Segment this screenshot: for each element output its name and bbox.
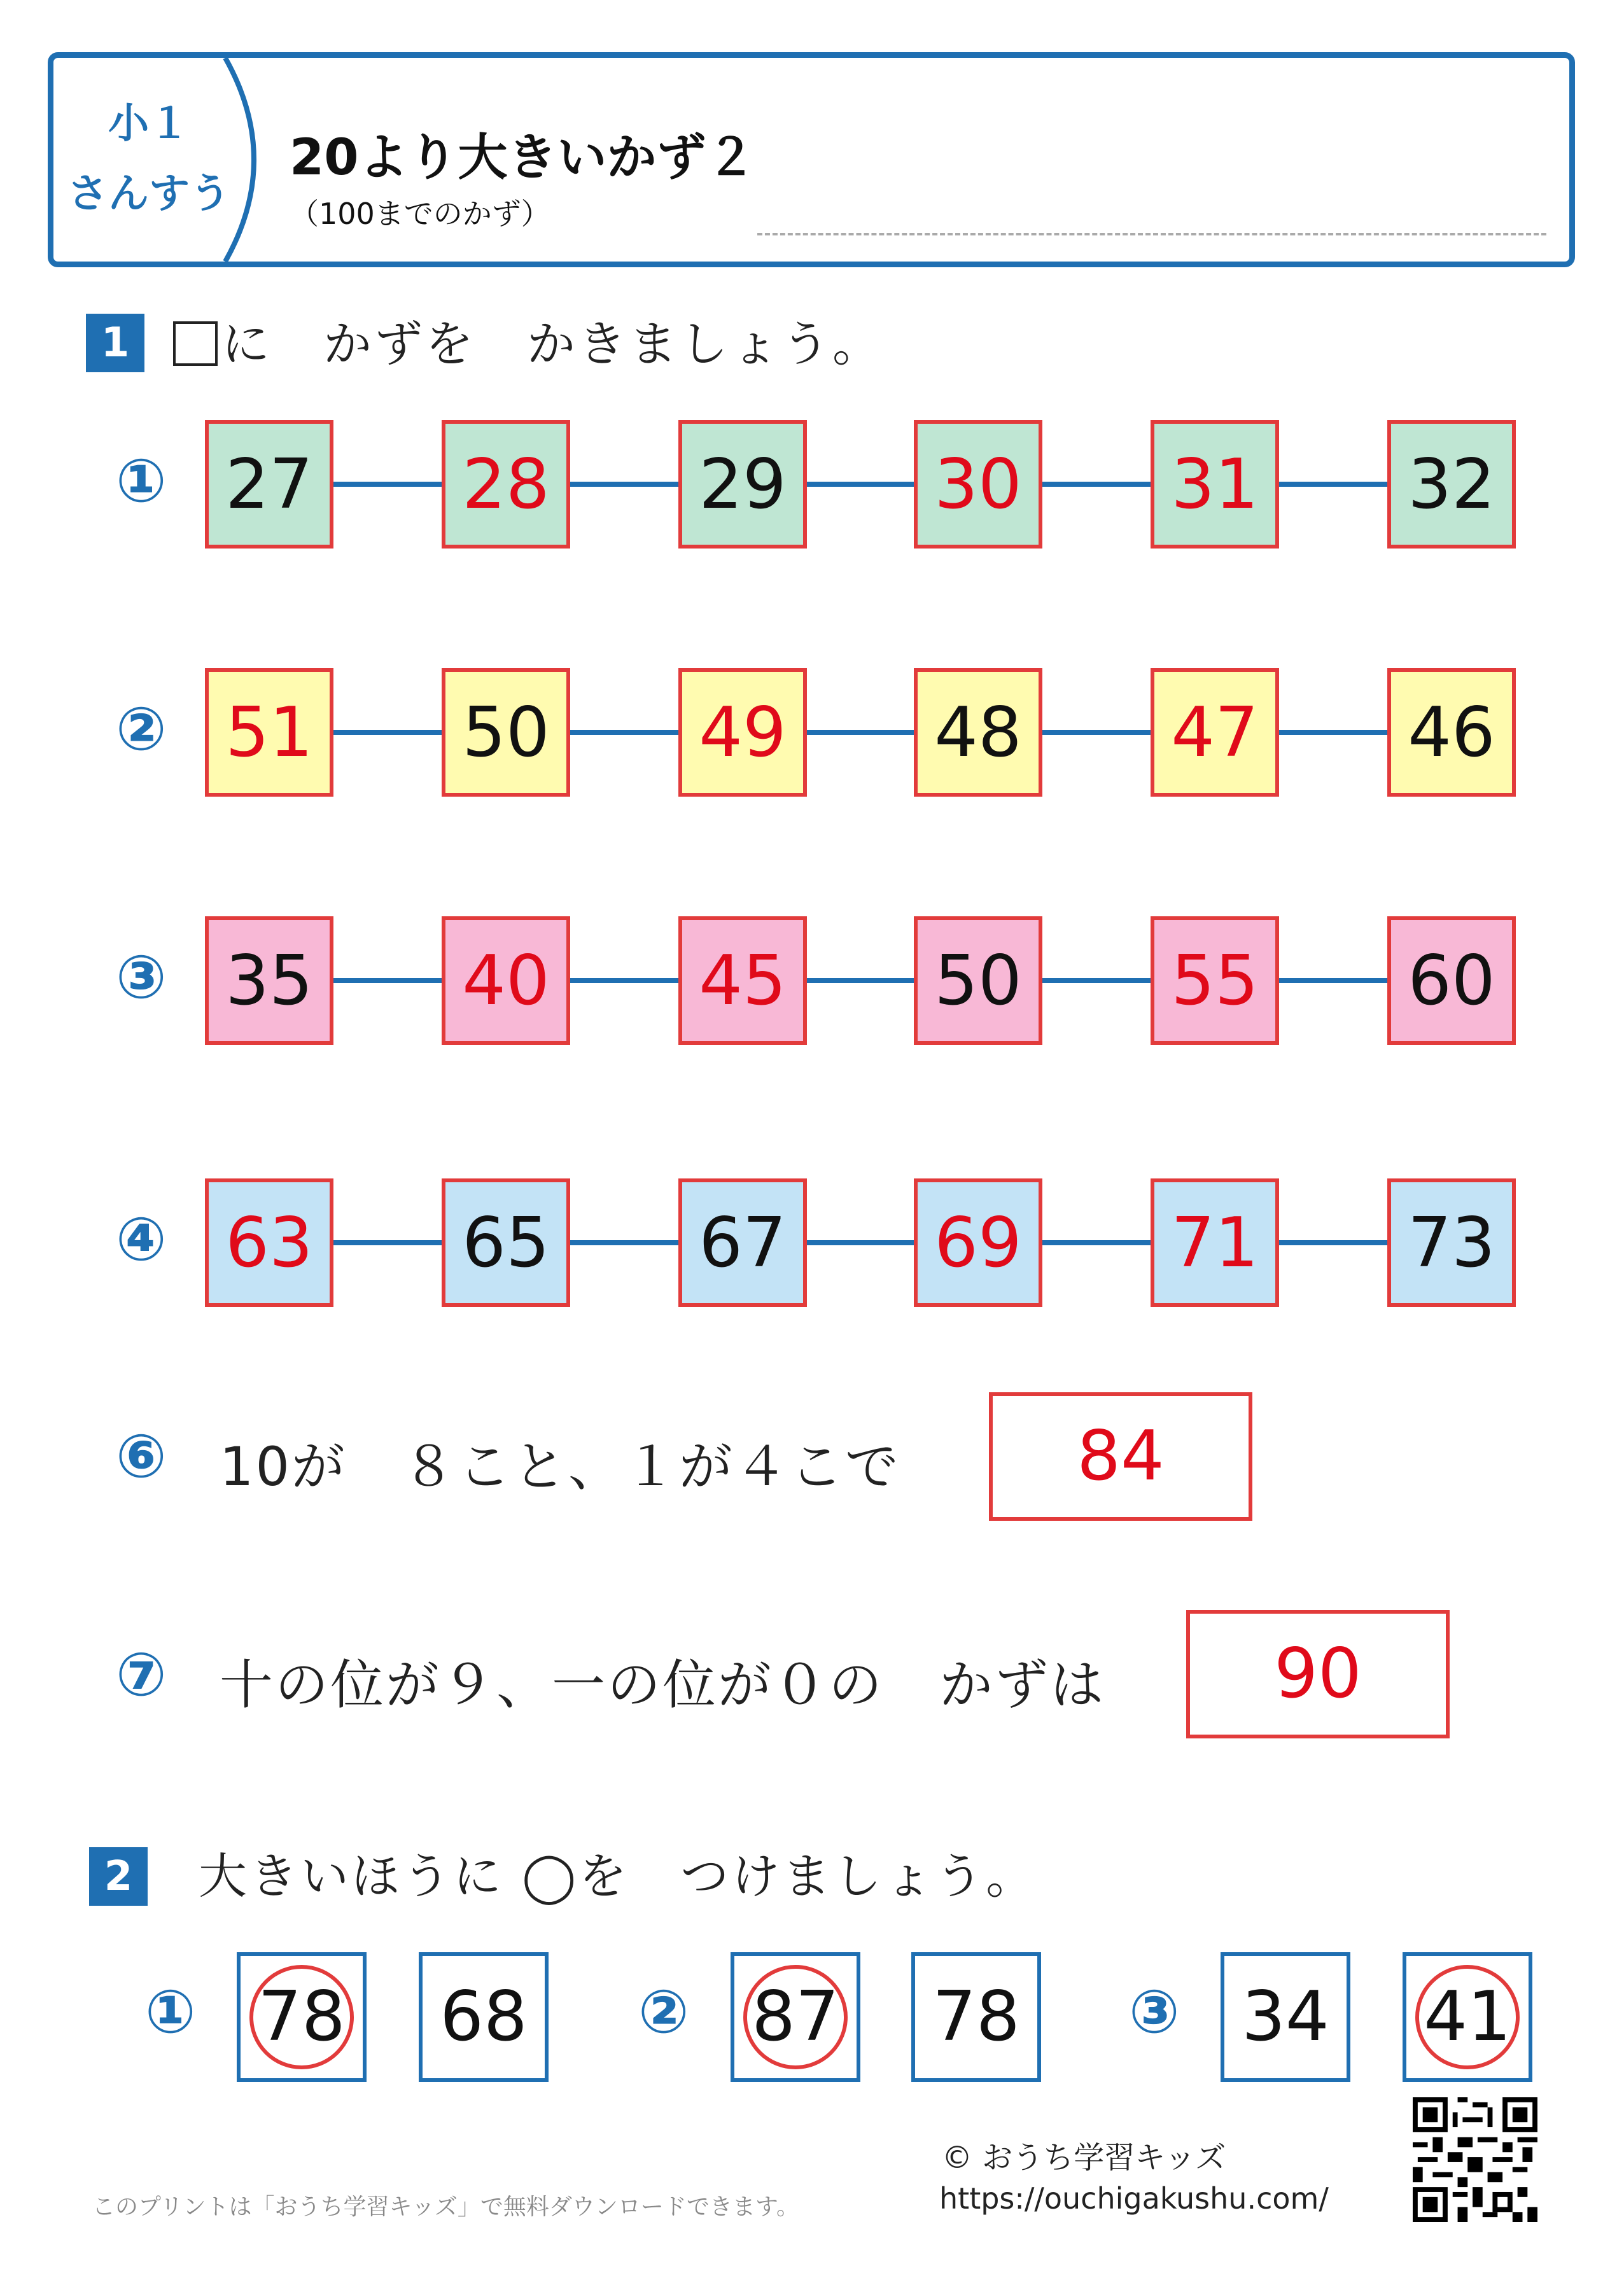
worksheet-title: 20より大きいかず２ — [290, 129, 756, 186]
row-3-connector — [205, 978, 1516, 983]
row-1-cell-1: 27 — [205, 420, 333, 549]
row-4-connector — [205, 1240, 1516, 1245]
worksheet-subtitle: （100までのかず） — [290, 197, 550, 231]
row-4-cell-2: 65 — [442, 1178, 570, 1307]
row-1-cell-2[interactable]: 28 — [442, 420, 570, 549]
pair-3-right-box[interactable]: 41 — [1403, 1952, 1532, 2082]
pair-2-left-box[interactable]: 87 — [731, 1952, 860, 2082]
row-1-label: ① — [116, 447, 167, 516]
question-6-label: ⑥ — [116, 1422, 167, 1492]
section-1-instruction — [173, 305, 883, 375]
row-4-cell-1[interactable]: 63 — [205, 1178, 333, 1307]
section-2-number: 2 — [89, 1847, 148, 1906]
pair-3-left-box[interactable]: 34 — [1221, 1952, 1350, 2082]
row-2-cell-4: 48 — [914, 668, 1042, 797]
question-7-answer: 90 — [1274, 1634, 1362, 1714]
row-1-connector — [205, 482, 1516, 487]
row-3-cell-1: 35 — [205, 916, 333, 1045]
question-6-answer-box — [989, 1392, 1252, 1521]
question-7-answer-box — [1186, 1610, 1450, 1738]
question-6-text: 10が ８こと、１が４こで — [220, 1436, 900, 1498]
row-2-cell-6: 46 — [1387, 668, 1516, 797]
row-1-cell-3: 29 — [678, 420, 807, 549]
pair-3-circle-mark — [1415, 1965, 1520, 2069]
grade-line-1: 小１ — [108, 101, 190, 148]
row-4-cell-5[interactable]: 71 — [1151, 1178, 1279, 1307]
row-4-label: ④ — [116, 1205, 167, 1275]
section-2-instruction: 大きいほうに ◯を つけましょう。 — [199, 1848, 1037, 1904]
section-1-number: 1 — [86, 314, 144, 372]
qr-code-icon[interactable] — [1413, 2097, 1537, 2222]
site-url[interactable]: https://ouchigakushu.com/ — [939, 2181, 1329, 2216]
question-7-text: 十の位が９、一の位が０の かずは — [220, 1654, 1106, 1716]
pair-2-circle-mark — [743, 1965, 848, 2069]
row-3-cell-6: 60 — [1387, 916, 1516, 1045]
pair-1-right-box[interactable]: 68 — [419, 1952, 549, 2082]
grade-label — [53, 89, 244, 229]
download-note: このプリントは「おうち学習キッズ」で無料ダウンロードできます。 — [92, 2194, 799, 2220]
row-2-cell-1[interactable]: 51 — [205, 668, 333, 797]
pair-2-right-box[interactable]: 78 — [911, 1952, 1041, 2082]
row-1-cell-4[interactable]: 30 — [914, 420, 1042, 549]
row-4-cell-6: 73 — [1387, 1178, 1516, 1307]
row-3-cell-4: 50 — [914, 916, 1042, 1045]
copyright: © おうち学習キッズ — [942, 2140, 1226, 2176]
row-4-cell-3: 67 — [678, 1178, 807, 1307]
row-2-connector — [205, 730, 1516, 735]
pair-1-circle-mark — [249, 1965, 354, 2069]
row-2-cell-2: 50 — [442, 668, 570, 797]
grade-line-2: さんすう — [67, 171, 230, 218]
question-7-label: ⑦ — [116, 1640, 167, 1710]
row-2-cell-3[interactable]: 49 — [678, 668, 807, 797]
row-3-label: ③ — [116, 943, 167, 1012]
pair-2-label: ② — [638, 1978, 689, 2047]
row-3-cell-5[interactable]: 55 — [1151, 916, 1279, 1045]
name-write-line — [757, 233, 1546, 235]
section-1-instruction-text: に かずを かきましょう。 — [221, 316, 883, 372]
pair-1-left-box[interactable]: 78 — [237, 1952, 367, 2082]
row-2-label: ② — [116, 695, 167, 764]
row-3-cell-3[interactable]: 45 — [678, 916, 807, 1045]
pair-3-label: ③ — [1129, 1978, 1180, 2047]
row-3-cell-2[interactable]: 40 — [442, 916, 570, 1045]
row-1-cell-6: 32 — [1387, 420, 1516, 549]
question-6-answer: 84 — [1077, 1416, 1165, 1496]
row-2-cell-5[interactable]: 47 — [1151, 668, 1279, 797]
pair-1-label: ① — [145, 1978, 196, 2047]
row-4-cell-4[interactable]: 69 — [914, 1178, 1042, 1307]
row-1-cell-5[interactable]: 31 — [1151, 420, 1279, 549]
blank-box-icon — [173, 321, 218, 366]
